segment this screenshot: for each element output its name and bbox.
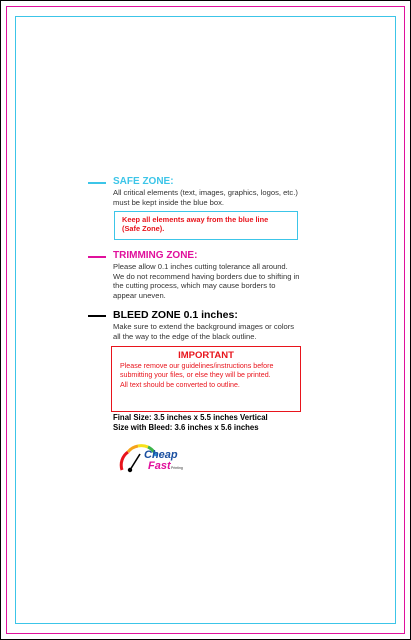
safe-zone-legend-line <box>88 182 106 184</box>
logo-word-printing: Printing <box>171 466 183 470</box>
bleed-zone-legend-line <box>88 315 106 317</box>
safe-zone-text: All critical elements (text, images, graphics, logos, etc.) must be kept inside the blue box. <box>113 188 298 207</box>
bleed-zone-text: Make sure to extend the background images or colors all the way to the edge of the black outline. <box>113 322 295 341</box>
bleed-zone-title: BLEED ZONE 0.1 inches: <box>113 309 238 321</box>
important-title: IMPORTANT <box>178 350 234 361</box>
logo-gauge-icon <box>118 440 198 476</box>
size-info <box>113 413 268 433</box>
safe-zone-title: SAFE ZONE: <box>113 176 174 187</box>
logo-word-fast: Fast <box>148 460 171 472</box>
important-text: Please remove our guidelines/instructions before submitting your files, or else they will be printed. All text should be converted to outline. <box>120 362 274 389</box>
final-size-text: Final Size: 3.5 inches x 5.5 inches Vertical <box>113 413 268 422</box>
trimming-zone-title: TRIMMING ZONE: <box>113 250 198 261</box>
cheap-fast-printing-logo <box>118 440 198 476</box>
trimming-zone-text: Please allow 0.1 inches cutting tolerance all around. We do not recommend having borders due to shifting in the cutting process, which may cause borders to appear uneven. <box>113 262 300 300</box>
logo-word-cheap: Cheap <box>144 449 178 461</box>
safe-zone-note: Keep all elements away from the blue line (Safe Zone). <box>114 211 298 240</box>
trimming-zone-legend-line <box>88 256 106 258</box>
important-box <box>111 346 301 412</box>
bleed-size-text: Size with Bleed: 3.6 inches x 5.6 inches <box>113 422 259 432</box>
